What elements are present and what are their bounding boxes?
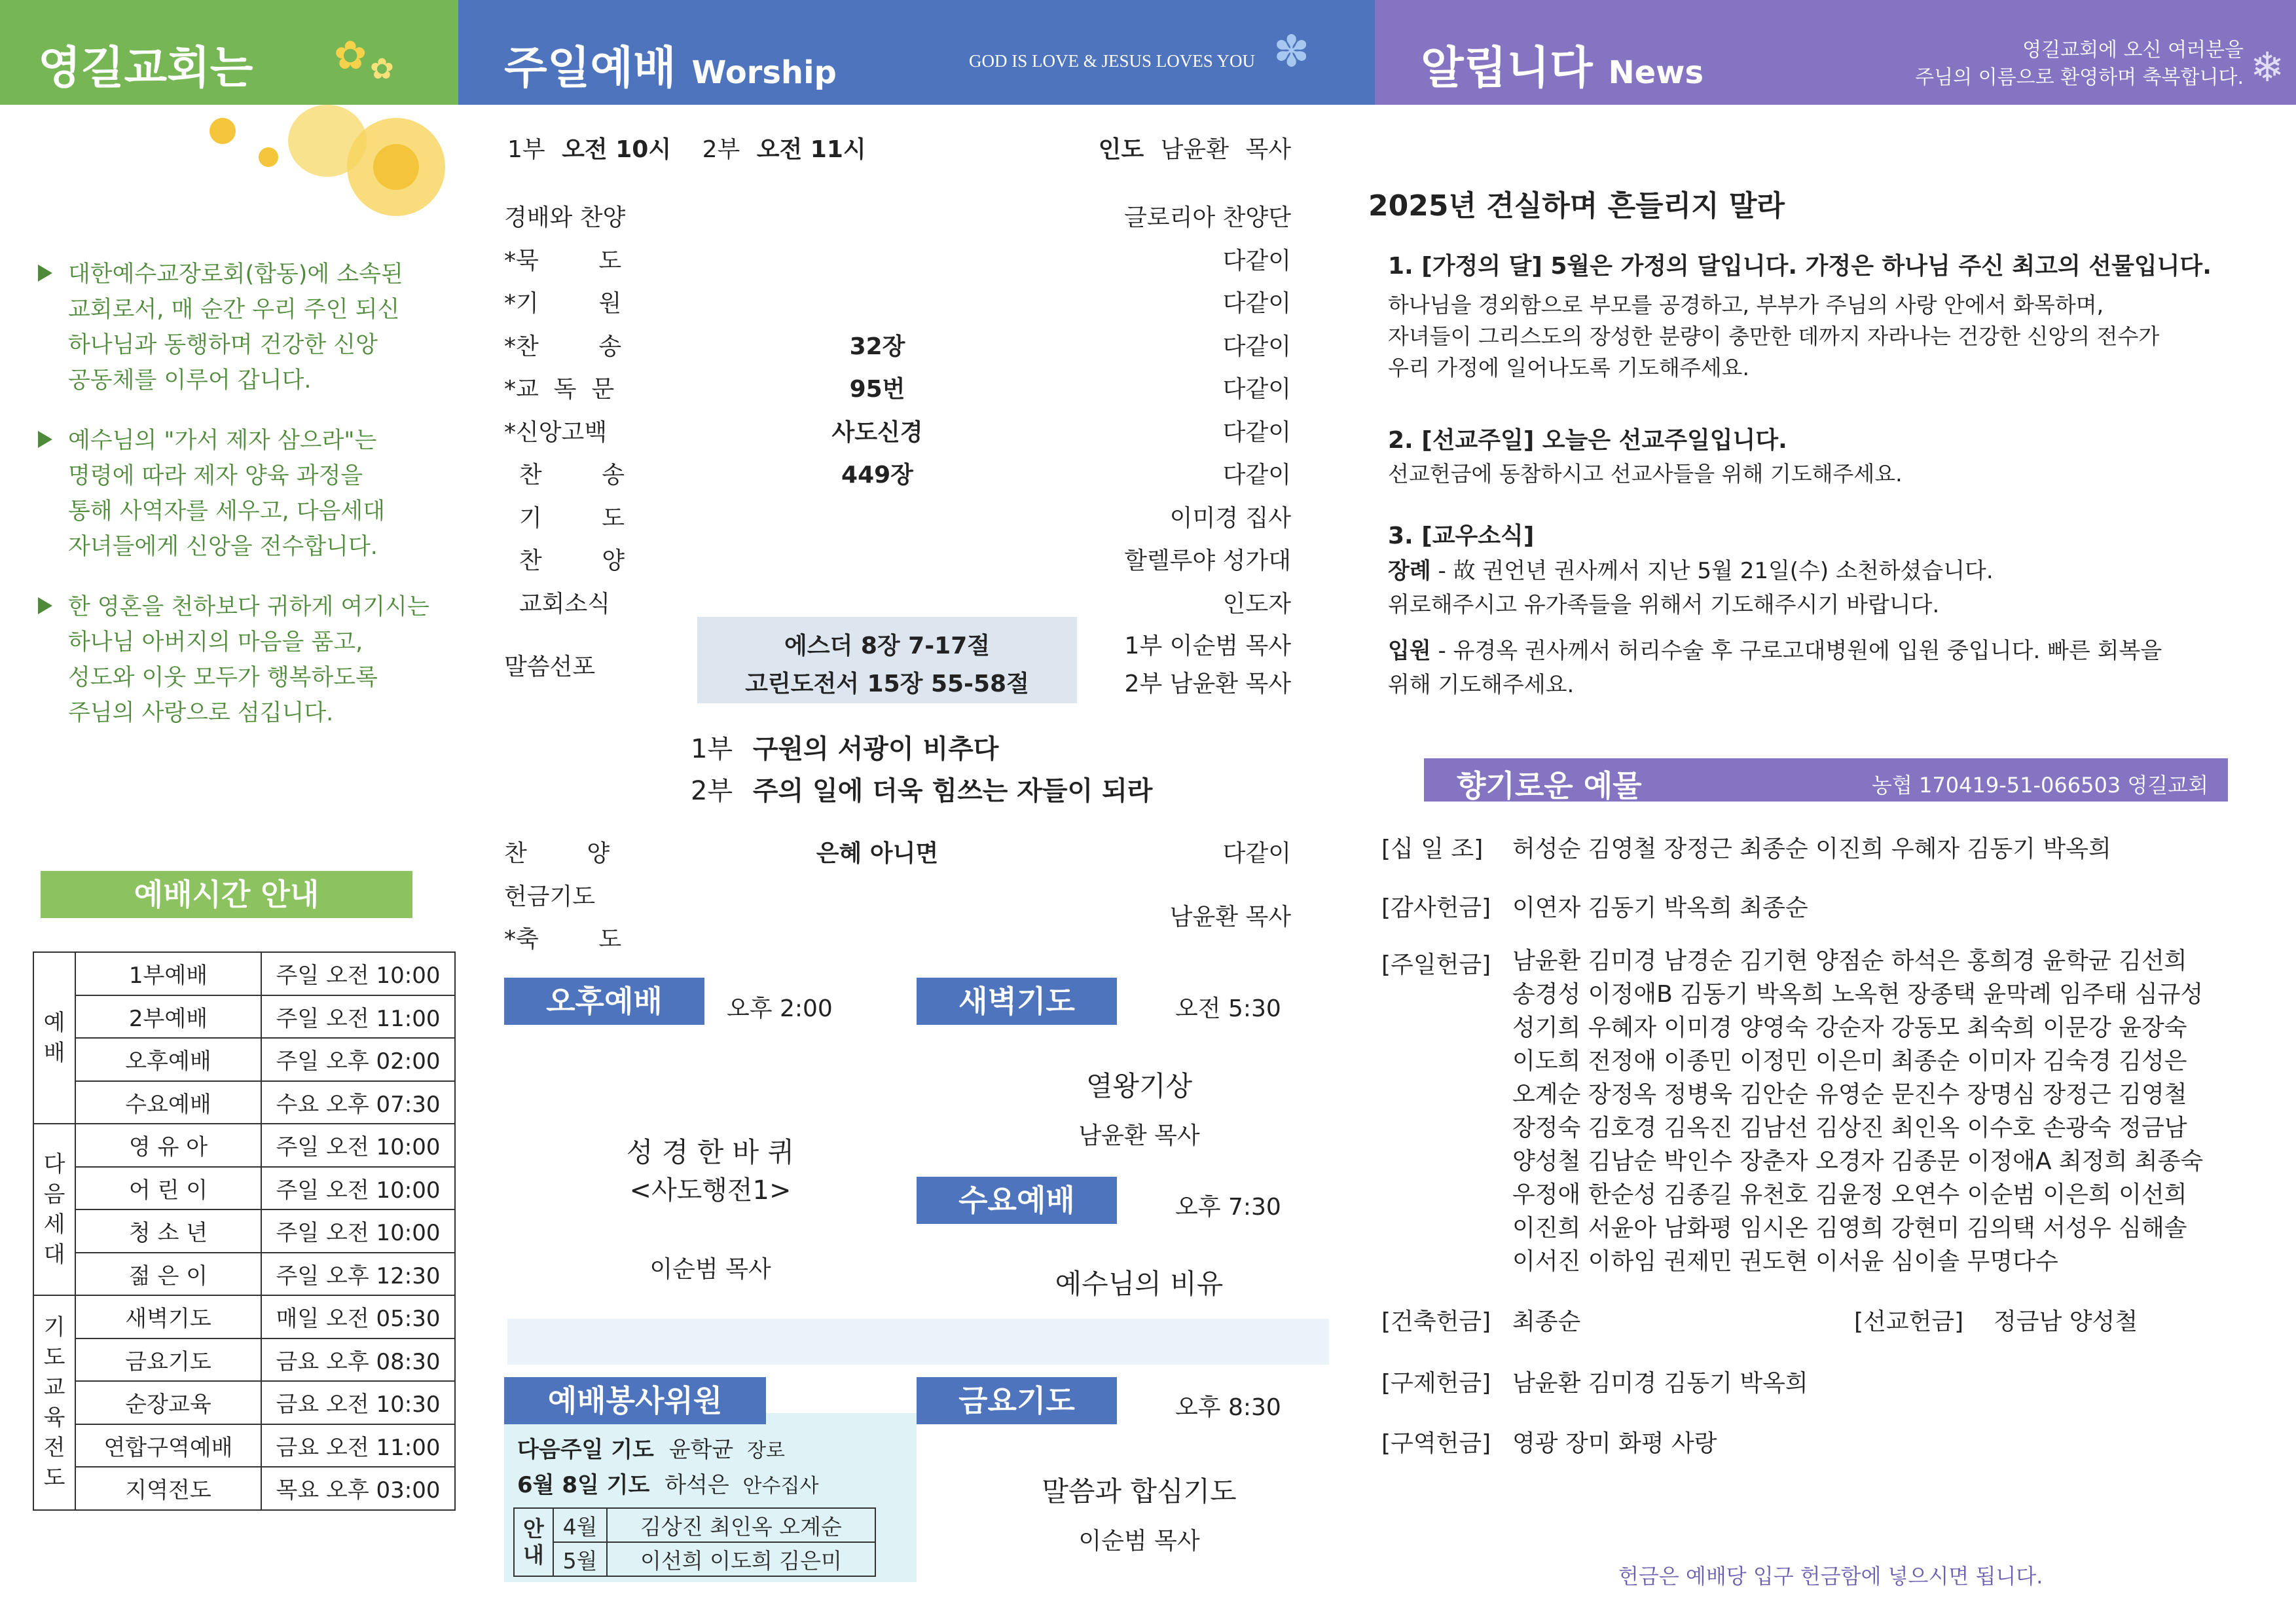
wednesday-service-title: 예수님의 비유 bbox=[1055, 1268, 1224, 1300]
schedule-service-time: 주일 오전 10:00 bbox=[261, 1209, 455, 1253]
intro-line: 교회로서, 매 순간 우리 주인 되신 bbox=[68, 297, 400, 323]
schedule-service-time: 주일 오전 10:00 bbox=[261, 1167, 455, 1210]
worship-title bbox=[504, 33, 837, 96]
schedule-service-time: 목요 오후 03:00 bbox=[261, 1467, 455, 1510]
news-item-2-title: 2. [선교주일] 오늘은 선교주일입니다. bbox=[1388, 427, 1787, 454]
schedule-service-name: 젊 은 이 bbox=[75, 1253, 261, 1296]
schedule-service-name: 청 소 년 bbox=[75, 1209, 261, 1253]
blue-flower-icon: ✽ bbox=[1273, 26, 1310, 77]
schedule-service-time: 주일 오후 12:30 bbox=[261, 1253, 455, 1296]
order-content: 95번 bbox=[849, 376, 905, 403]
schedule-service-time: 금요 오전 11:00 bbox=[261, 1424, 455, 1467]
sermon-title-1: 1부 구원의 서광이 비추다 bbox=[691, 734, 999, 764]
light-divider-strip bbox=[507, 1319, 1329, 1365]
mission-label: [선교헌금] bbox=[1854, 1308, 1964, 1335]
order-person: 다같이 bbox=[1222, 462, 1291, 489]
mission-names: 정금남 양성철 bbox=[1994, 1308, 2138, 1335]
church-intro-title: 영길교회는 bbox=[38, 43, 253, 94]
order-item: *기 원 bbox=[504, 290, 622, 317]
schedule-row bbox=[33, 1424, 455, 1467]
order-item: *신앙고백 bbox=[504, 418, 608, 446]
order-person: 다같이 bbox=[1222, 333, 1291, 360]
thanks-names: 이연자 김동기 박옥희 최종순 bbox=[1512, 895, 1808, 921]
intro-line: 하나님 아버지의 마음을 품고, bbox=[68, 629, 363, 655]
welcome-line-2: 주님의 이름으로 환영하며 축복합니다. bbox=[1915, 66, 2244, 89]
year-motto: 2025년 견실하며 흔들리지 말라 bbox=[1368, 189, 1785, 223]
schedule-service-time: 매일 오전 05:30 bbox=[261, 1295, 455, 1338]
worship-title-ko: 주일예배 bbox=[504, 43, 676, 94]
order-person: 이미경 집사 bbox=[1169, 504, 1291, 532]
intro-line: 명령에 따라 제자 양육 과정을 bbox=[68, 463, 363, 489]
schedule-service-name: 지역전도 bbox=[75, 1467, 261, 1510]
order-person: 다같이 bbox=[1222, 418, 1291, 446]
worship-leader: 인도 남윤환 목사 bbox=[1098, 136, 1291, 163]
schedule-row bbox=[33, 1209, 455, 1253]
order-person: 할렐루야 성가대 bbox=[1124, 547, 1291, 574]
closing-item: 찬 양 bbox=[504, 840, 610, 867]
offering-footer: 헌금은 예배당 입구 헌금함에 넣으시면 됩니다. bbox=[1618, 1564, 2043, 1589]
news-item-3-title: 3. [교우소식] bbox=[1388, 523, 1535, 549]
sunday-offering-line: 송경성 이정애B 김동기 박옥희 노옥현 장종택 윤막례 임주태 심규성 bbox=[1512, 981, 2204, 1008]
intro-point-1 bbox=[38, 257, 431, 398]
intro-line: 하나님과 동행하며 건강한 신앙 bbox=[68, 332, 378, 358]
funeral-news-2: 위로해주시고 유가족들을 위해서 기도해주시기 바랍니다. bbox=[1388, 592, 1940, 618]
schedule-service-name: 순장교육 bbox=[75, 1381, 261, 1424]
sunday-offering-label: [주일헌금] bbox=[1381, 951, 1491, 978]
flower-icon: ✿ bbox=[334, 33, 367, 79]
news-item-1-title: 1. [가정의 달] 5월은 가정의 달입니다. 가정은 하나님 주신 최고의 선물입니다. bbox=[1388, 253, 2212, 280]
intro-line: 주님의 사랑으로 섬깁니다. bbox=[68, 700, 334, 726]
dawn-prayer-time: 오전 5:30 bbox=[1175, 995, 1281, 1022]
header-band-worship bbox=[458, 0, 1375, 105]
order-content: 32장 bbox=[849, 333, 905, 360]
district-names: 영광 장미 화평 사랑 bbox=[1512, 1430, 1717, 1457]
scripture-1: 에스더 8장 7-17절 bbox=[784, 633, 991, 659]
schedule-service-time: 주일 오전 11:00 bbox=[261, 995, 455, 1039]
order-person: 다같이 bbox=[1222, 376, 1291, 403]
worship-slogan: GOD IS LOVE & JESUS LOVES YOU bbox=[969, 51, 1256, 71]
news-item-2-body: 선교헌금에 동참하시고 선교사들을 위해 기도해주세요. bbox=[1388, 461, 1903, 487]
scripture-2: 고린도전서 15장 55-58절 bbox=[745, 671, 1029, 697]
wednesday-service-time: 오후 7:30 bbox=[1175, 1194, 1281, 1221]
flower-icon-small: ✿ bbox=[370, 52, 394, 86]
intro-point-3 bbox=[38, 589, 431, 731]
schedule-service-time: 주일 오전 10:00 bbox=[261, 952, 455, 995]
usher-month: 4월 bbox=[553, 1508, 607, 1542]
schedule-service-name: 2부예배 bbox=[75, 995, 261, 1039]
relief-names: 남윤환 김미경 김동기 박옥희 bbox=[1512, 1370, 1808, 1397]
schedule-service-time: 주일 오후 02:00 bbox=[261, 1038, 455, 1081]
triangle-bullet-icon bbox=[38, 265, 52, 282]
worship-time-line: 1부 오전 10시 2부 오전 11시 bbox=[507, 136, 866, 163]
schedule-row bbox=[33, 1338, 455, 1382]
afternoon-service-speaker: 이순범 목사 bbox=[649, 1256, 771, 1283]
schedule-table bbox=[33, 951, 456, 1511]
schedule-service-name: 새벽기도 bbox=[75, 1295, 261, 1338]
district-label: [구역헌금] bbox=[1381, 1430, 1491, 1457]
order-content: 사도신경 bbox=[831, 418, 923, 446]
order-item: *묵 도 bbox=[504, 247, 622, 274]
offering-title: 향기로운 예물 bbox=[1457, 768, 1642, 803]
june-prayer-line: 6월 8일 기도 하석은 안수집사 bbox=[517, 1472, 819, 1498]
tithe-names: 허성순 김영철 장정근 최종순 이진희 우혜자 김동기 박옥희 bbox=[1512, 836, 2111, 862]
sunday-offering-line: 장정숙 김호경 김옥진 김남선 김상진 최인옥 이수호 손광숙 정금남 bbox=[1512, 1115, 2187, 1141]
order-item: 찬 송 bbox=[504, 462, 625, 489]
dawn-prayer-label: 새벽기도 bbox=[917, 978, 1117, 1025]
usher-names: 이선희 이도희 김은미 bbox=[607, 1542, 875, 1576]
preacher-1: 1부 이순범 목사 bbox=[1124, 633, 1291, 659]
tithe-label: [십 일 조] bbox=[1381, 836, 1484, 862]
hospital-news: 입원 - 유경옥 권사께서 허리수술 후 구로고대병원에 입원 중입니다. 빠른 회복을 bbox=[1388, 638, 2162, 664]
afternoon-service-time: 오후 2:00 bbox=[727, 995, 833, 1022]
schedule-row bbox=[33, 1081, 455, 1124]
offering-header bbox=[1424, 758, 2228, 802]
news-item-1-body: 하나님을 경외함으로 부모를 공경하고, 부부가 주님의 사랑 안에서 화목하며, 자녀들이 그리스도의 장성한 분량이 충만한 데까지 자라나는 건강한 신앙의 전수가 우리 가정에 일어나도록 기도해주세요. bbox=[1388, 292, 2160, 380]
closing-item: 헌금기도 bbox=[504, 883, 596, 910]
welcome-line-1: 영길교회에 오신 여러분을 bbox=[2022, 39, 2244, 62]
sunday-offering-line: 남윤환 김미경 남경순 김기현 양점순 하석은 홍희경 윤학균 김선희 bbox=[1512, 948, 2187, 974]
intro-point-2 bbox=[38, 423, 431, 564]
header-band-news bbox=[1375, 0, 2296, 105]
wednesday-service-label: 수요예배 bbox=[917, 1177, 1117, 1224]
order-person: 다같이 bbox=[1222, 290, 1291, 317]
closing-person: 다같이 bbox=[1222, 840, 1291, 867]
schedule-group-label: 예 배 bbox=[33, 952, 75, 1124]
order-person: 인도자 bbox=[1222, 590, 1291, 618]
sunday-offering-names bbox=[1512, 944, 2203, 1278]
next-prayer-line: 다음주일 기도 윤학균 장로 bbox=[517, 1437, 786, 1463]
sunday-offering-line: 우정애 한순성 김종길 유천호 김윤정 오연수 이순범 이은희 이선희 bbox=[1512, 1181, 2187, 1208]
header-band-church bbox=[0, 0, 458, 105]
schedule-service-time: 금요 오전 10:30 bbox=[261, 1381, 455, 1424]
preacher-2: 2부 남윤환 목사 bbox=[1124, 671, 1291, 697]
order-item: 찬 양 bbox=[504, 547, 625, 574]
usher-names: 김상진 최인옥 오계순 bbox=[607, 1508, 875, 1542]
schedule-row bbox=[33, 1295, 455, 1338]
sunday-offering-line: 이도희 전정애 이종민 이정민 이은미 최종순 이미자 김숙경 김성은 bbox=[1512, 1048, 2187, 1075]
sunday-offering-line: 이진희 서윤아 남화평 임시온 김영희 강현미 김의택 서성우 심해솔 bbox=[1512, 1215, 2187, 1242]
order-item: 경배와 찬양 bbox=[504, 204, 626, 231]
schedule-group-label: 다 음 세 대 bbox=[33, 1124, 75, 1295]
schedule-service-name: 금요기도 bbox=[75, 1338, 261, 1382]
thanks-label: [감사헌금] bbox=[1381, 895, 1491, 921]
schedule-row bbox=[33, 1381, 455, 1424]
dawn-prayer-speaker: 남윤환 목사 bbox=[1078, 1122, 1200, 1149]
usher-table bbox=[513, 1507, 876, 1577]
schedule-service-name: 오후예배 bbox=[75, 1038, 261, 1081]
sermon-item: 말씀선포 bbox=[504, 654, 596, 680]
bank-account: 농협 170419-51-066503 영길교회 bbox=[1872, 773, 2208, 798]
yellow-flowers-decoration bbox=[196, 105, 458, 236]
schedule-row bbox=[33, 1167, 455, 1210]
news-title bbox=[1421, 33, 1704, 96]
usher-label: 안 내 bbox=[514, 1508, 553, 1576]
hospital-news-2: 위해 기도해주세요. bbox=[1388, 672, 1575, 698]
schedule-title: 예배시간 안내 bbox=[41, 871, 412, 918]
sunday-offering-line: 이서진 이하임 권제민 권도현 이서윤 심이솔 무명다수 bbox=[1512, 1248, 2058, 1275]
closing-item: *축 도 bbox=[504, 926, 622, 953]
intro-line: 통해 사역자를 세우고, 다음세대 bbox=[68, 498, 386, 525]
schedule-service-name: 영 유 아 bbox=[75, 1124, 261, 1167]
schedule-group-label: 기 도 교 육 전 도 bbox=[33, 1295, 75, 1510]
schedule-service-name: 어 린 이 bbox=[75, 1167, 261, 1210]
schedule-row bbox=[33, 1124, 455, 1167]
friday-prayer-time: 오후 8:30 bbox=[1175, 1394, 1281, 1421]
triangle-bullet-icon bbox=[38, 597, 52, 614]
schedule-service-time: 금요 오후 08:30 bbox=[261, 1338, 455, 1382]
building-names: 최종순 bbox=[1512, 1308, 1581, 1335]
worship-title-en: Worship bbox=[691, 54, 837, 91]
afternoon-service-title-1: 성 경 한 바 퀴 bbox=[626, 1136, 795, 1168]
afternoon-service-label: 오후예배 bbox=[504, 978, 704, 1025]
relief-label: [구제헌금] bbox=[1381, 1370, 1491, 1397]
order-item: *찬 송 bbox=[504, 333, 622, 360]
schedule-service-time: 수요 오후 07:30 bbox=[261, 1081, 455, 1124]
closing-content: 은혜 아니면 bbox=[816, 840, 939, 867]
funeral-news: 장례 - 故 권언년 권사께서 지난 5월 21일(수) 소천하셨습니다. bbox=[1388, 558, 1994, 584]
schedule-service-name: 1부예배 bbox=[75, 952, 261, 995]
order-item: *교 독 문 bbox=[504, 376, 615, 403]
news-title-en: News bbox=[1608, 54, 1704, 91]
welcome-message bbox=[1915, 37, 2244, 92]
dawn-prayer-title: 열왕기상 bbox=[1085, 1070, 1193, 1102]
friday-prayer-speaker: 이순범 목사 bbox=[1078, 1528, 1200, 1555]
sunday-offering-line: 오계순 장정옥 정병욱 김안순 유영순 문진수 장명심 장정근 김영철 bbox=[1512, 1081, 2187, 1108]
order-item: 기 도 bbox=[504, 504, 625, 532]
order-content: 449장 bbox=[841, 462, 913, 489]
afternoon-service-title-2: <사도행전1> bbox=[629, 1175, 792, 1206]
schedule-row bbox=[33, 995, 455, 1039]
schedule-service-time: 주일 오전 10:00 bbox=[261, 1124, 455, 1167]
schedule-row bbox=[33, 1038, 455, 1081]
duty-label: 예배봉사위원 bbox=[504, 1377, 766, 1424]
intro-line: 공동체를 이루어 갑니다. bbox=[68, 367, 312, 394]
intro-line: 대한예수교장로회(합동)에 소속된 bbox=[68, 261, 403, 287]
intro-line: 자녀들에게 신앙을 전수합니다. bbox=[68, 534, 378, 560]
schedule-row bbox=[33, 1467, 455, 1510]
schedule-service-name: 수요예배 bbox=[75, 1081, 261, 1124]
usher-month: 5월 bbox=[553, 1542, 607, 1576]
news-title-ko: 알립니다 bbox=[1421, 43, 1593, 94]
closing-pastor: 남윤환 목사 bbox=[1169, 904, 1291, 931]
schedule-row bbox=[33, 1253, 455, 1296]
triangle-bullet-icon bbox=[38, 431, 52, 448]
building-label: [건축헌금] bbox=[1381, 1308, 1491, 1335]
snowflake-icon: ❄ bbox=[2250, 43, 2284, 91]
schedule-row bbox=[33, 952, 455, 995]
sermon-title-2: 2부 주의 일에 더욱 힘쓰는 자들이 되라 bbox=[691, 776, 1153, 806]
intro-line: 한 영혼을 천하보다 귀하게 여기시는 bbox=[68, 594, 429, 620]
order-item: 교회소식 bbox=[504, 590, 610, 618]
order-person: 다같이 bbox=[1222, 247, 1291, 274]
schedule-service-name: 연합구역예배 bbox=[75, 1424, 261, 1467]
friday-prayer-title: 말씀과 합심기도 bbox=[1042, 1475, 1237, 1507]
intro-line: 성도와 이웃 모두가 행복하도록 bbox=[68, 665, 378, 691]
sunday-offering-line: 양성철 김남순 박인수 장춘자 오경자 김종문 이정애A 최정희 최종숙 bbox=[1512, 1148, 2204, 1175]
intro-line: 예수님의 "가서 제자 삼으라"는 bbox=[68, 428, 377, 454]
friday-prayer-label: 금요기도 bbox=[917, 1377, 1117, 1424]
order-person: 글로리아 찬양단 bbox=[1124, 204, 1291, 231]
sunday-offering-line: 성기희 우혜자 이미경 양영숙 강순자 강동모 최숙희 이문강 윤장숙 bbox=[1512, 1014, 2187, 1041]
